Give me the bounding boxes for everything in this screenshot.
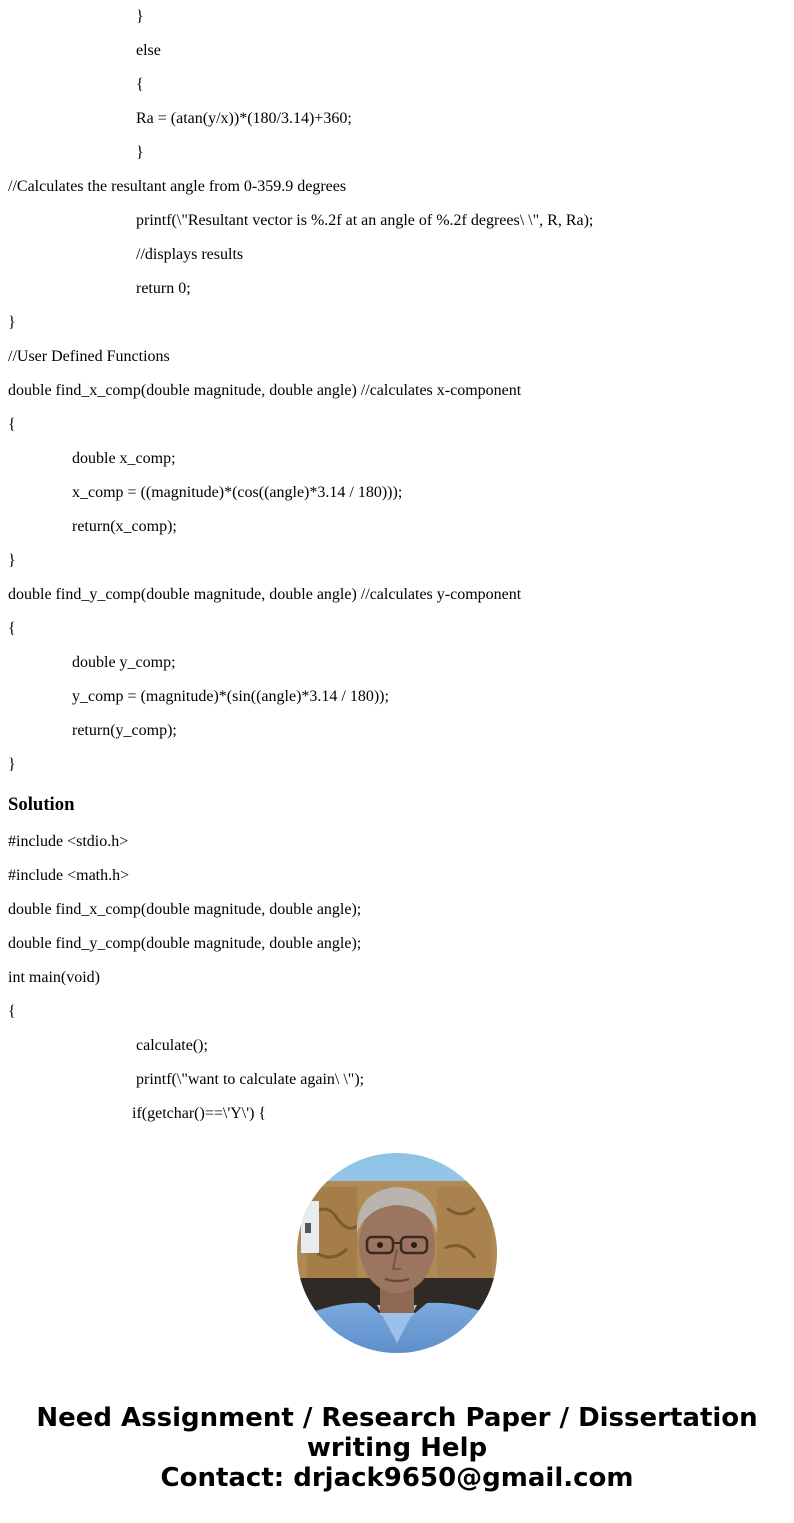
promo-line-2: writing Help (306, 1433, 488, 1463)
code-line: } (8, 552, 16, 569)
solution-code-line: double find_y_comp(double magnitude, double angle); (8, 935, 362, 952)
code-line: { (8, 620, 16, 637)
code-line: } (136, 144, 144, 161)
solution-code-line: printf(\"want to calculate again\ \"); (136, 1071, 365, 1088)
solution-heading: Solution (8, 794, 75, 815)
code-line: printf(\"Resultant vector is %.2f at an angle of %.2f degrees\ \", R, Ra); (136, 212, 594, 229)
solution-code-line: int main(void) (8, 969, 100, 986)
promo-banner (0, 1403, 794, 1493)
code-line: x_comp = ((magnitude)*(cos((angle)*3.14 / 180))); (72, 484, 403, 501)
solution-code-line: #include <stdio.h> (8, 833, 129, 850)
portrait-image (297, 1153, 497, 1353)
code-line: } (8, 314, 16, 331)
code-line: y_comp = (magnitude)*(sin((angle)*3.14 / 180)); (72, 688, 389, 705)
code-line: double x_comp; (72, 450, 176, 467)
code-line: } (8, 756, 16, 773)
code-line: double y_comp; (72, 654, 176, 671)
author-avatar (297, 1153, 497, 1353)
solution-code-line: #include <math.h> (8, 867, 130, 884)
code-line: { (136, 76, 144, 93)
code-line: double find_x_comp(double magnitude, double angle) //calculates x-component (8, 382, 522, 399)
code-comment-line: //Calculates the resultant angle from 0-359.9 degrees (8, 178, 347, 195)
code-line: else (136, 42, 161, 59)
code-comment-line: //User Defined Functions (8, 348, 170, 365)
solution-code-line: if(getchar()==\'Y\') { (132, 1105, 267, 1122)
code-line: return(y_comp); (72, 722, 177, 739)
solution-code-line: calculate(); (136, 1037, 208, 1054)
promo-line-1: Need Assignment / Research Paper / Dissertation (36, 1403, 758, 1433)
code-line: } (136, 8, 144, 25)
solution-code-line: { (8, 1003, 16, 1020)
code-line: { (8, 416, 16, 433)
solution-code-line: double find_x_comp(double magnitude, double angle); (8, 901, 362, 918)
code-line: Ra = (atan(y/x))*(180/3.14)+360; (136, 110, 352, 127)
code-line: return 0; (136, 280, 191, 297)
code-comment-line: //displays results (136, 246, 244, 263)
code-line: double find_y_comp(double magnitude, double angle) //calculates y-component (8, 586, 522, 603)
promo-contact: Contact: drjack9650@gmail.com (160, 1463, 634, 1493)
code-line: return(x_comp); (72, 518, 177, 535)
